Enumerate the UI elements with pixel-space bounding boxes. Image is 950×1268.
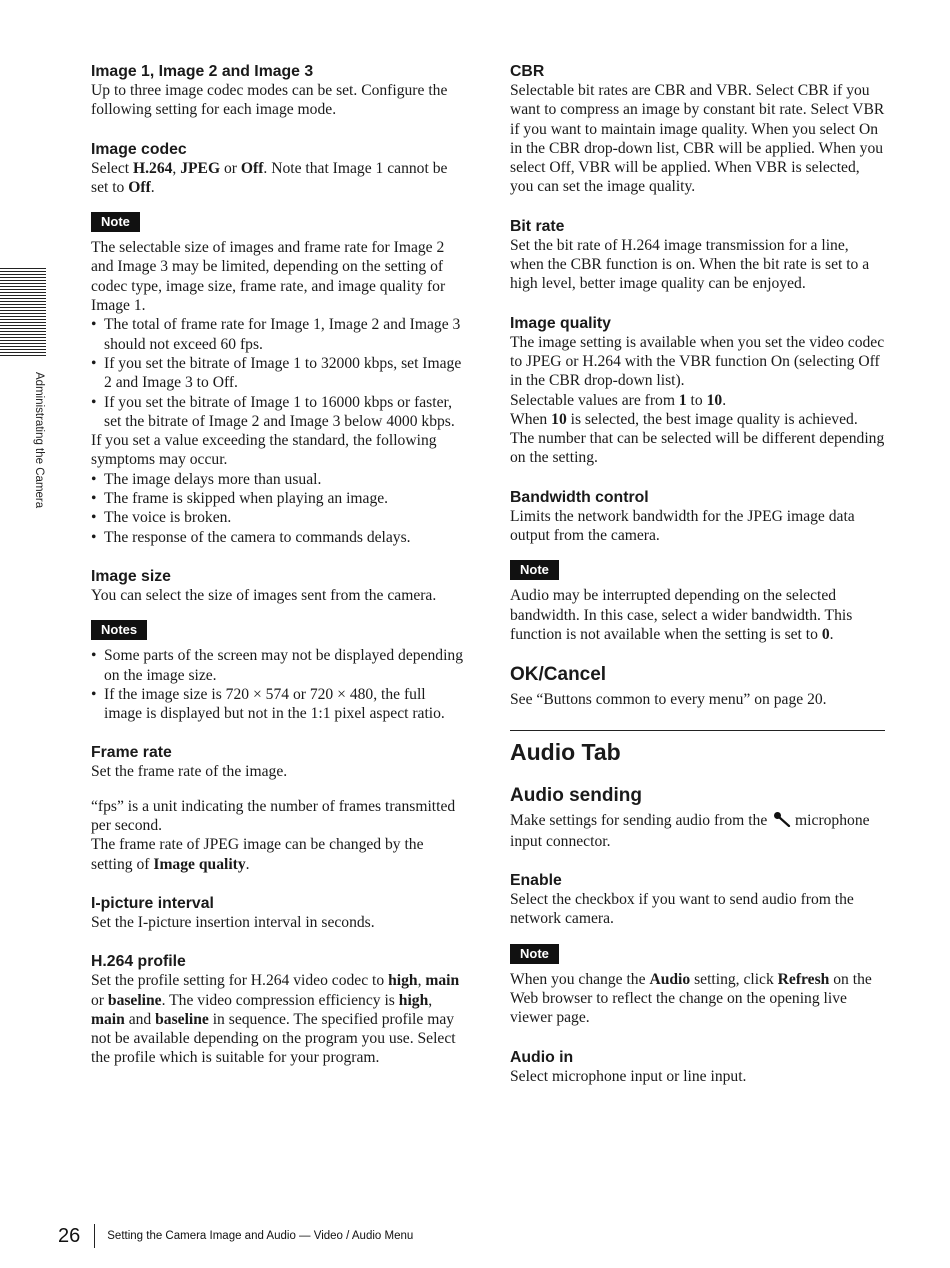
list-item: • Some parts of the screen may not be displayed depending on the image size. [91,646,466,685]
bandwidth-body: Limits the network bandwidth for the JPEG image data output from the camera. [510,507,855,545]
list-item: • If the image size is 720 × 574 or 720 × 480, the full image is displayed but not in the 1:1 pixel aspect ratio. [91,685,466,724]
profile-heading: H.264 profile [91,953,186,971]
codec-note-body: The selectable size of images and frame rate for Image 2 and Image 3 may be limited, depending on the setting of codec type, image size, frame rate, and image quality for Image 1. [91,239,446,315]
enable-note-badge: Note [510,944,559,964]
audio-in-heading: Audio in [510,1048,574,1066]
list-item: • The voice is broken. [91,508,466,527]
codec-note-list [91,315,466,431]
list-item: • The image delays more than usual. [91,470,466,489]
quality-best: When 10 is selected, the best image quality is achieved. The number that can be selected will be different depending on the setting. [510,410,885,467]
size-heading: Image size [91,567,171,585]
framerate-heading: Frame rate [91,744,172,762]
symptoms-list [91,470,466,547]
cbr-heading: CBR [510,63,545,80]
side-thumb-tab [0,268,46,360]
ipicture-heading: I-picture interval [91,894,214,912]
bandwidth-note-badge: Note [510,560,559,580]
framerate-body: Set the frame rate of the image. [91,763,288,781]
bandwidth-note-body: Audio may be interrupted depending on the selected bandwidth. In this case, select a wider bandwidth. This function is not available when the setting is set to 0. [510,587,853,643]
quality-body: The image setting is available when you set the video codec to JPEG or H.264 with the VBR function On (selecting Off in the CBR drop-down list). [510,333,885,390]
image123-heading: Image 1, Image 2 and Image 3 [91,63,314,80]
audio-in-body: Select microphone input or line input. [510,1067,747,1085]
footer-divider [94,1224,95,1248]
left-column [91,62,466,1068]
ipicture-body: Set the I-picture insertion interval in seconds. [91,913,375,931]
audio-sending-heading: Audio sending [510,784,642,806]
cbr-body: Selectable bit rates are CBR and VBR. Select CBR if you want to compress an image by constant bit rate. Select VBR if you want to maintain image quality. When you select On in the CBR drop-down list, CBR will be applied. When you select Off, VBR will be applied. When VBR is selected, you can set the image quality. [510,82,885,196]
list-item: • If you set the bitrate of Image 1 to 32000 kbps, set Image 2 and Image 3 to Off. [91,354,466,393]
codec-body: Select H.264, JPEG or Off. Note that Image 1 cannot be set to Off. [91,159,448,196]
framerate-jpeg: The frame rate of JPEG image can be changed by the setting of Image quality. [91,836,424,873]
enable-note-body: When you change the Audio setting, click Refresh on the Web browser to reflect the change on the opening live viewer page. [510,970,872,1027]
list-item: • The response of the camera to commands delays. [91,528,466,547]
codec-heading: Image codec [91,140,187,158]
bandwidth-heading: Bandwidth control [510,488,649,506]
enable-body: Select the checkbox if you want to send audio from the network camera. [510,891,854,928]
page-footer [58,1222,413,1250]
side-section-label: Administrating the Camera [33,372,45,509]
page-number: 26 [58,1224,81,1247]
bitrate-heading: Bit rate [510,217,565,235]
enable-heading: Enable [510,872,562,890]
quality-heading: Image quality [510,314,611,332]
footer-text: Setting the Camera Image and Audio — Video / Audio Menu [107,1230,414,1242]
audio-tab-heading: Audio Tab [510,738,621,765]
okcancel-heading: OK/Cancel [510,664,607,686]
list-item: • The total of frame rate for Image 1, Image 2 and Image 3 should not exceed 60 fps. [91,315,466,354]
microphone-icon [773,811,791,832]
fps-definition: “fps” is a unit indicating the number of frames transmitted per second. [91,797,456,835]
size-notes-list [91,646,466,723]
bitrate-body: Set the bit rate of H.264 image transmission for a line, when the CBR function is on. When the bit rate is set to a high level, better image quality can be enjoyed. [510,236,870,293]
section-divider [510,730,885,731]
codec-note-badge: Note [91,212,140,232]
right-column [510,62,885,1086]
audio-sending-body: Make settings for sending audio from the microphone input connector. [510,811,870,850]
list-item: • The frame is skipped when playing an image. [91,489,466,508]
size-notes-badge: Notes [91,620,147,640]
image123-body: Up to three image codec modes can be set. Configure the following setting for each image mode. [91,82,448,119]
size-body: You can select the size of images sent from the camera. [91,586,437,604]
okcancel-body: See “Buttons common to every menu” on page 20. [510,691,827,709]
quality-range: Selectable values are from 1 to 10. [510,391,727,409]
list-item: • If you set the bitrate of Image 1 to 16000 kbps or faster, set the bitrate of Image 2 and Image 3 below 4000 kbps. [91,393,466,432]
profile-body: Set the profile setting for H.264 video codec to high, main or baseline. The video compression efficiency is high, main and baseline in sequence. The specified profile may not be available depending on the program you use. Select the profile which is suitable for your program. [91,972,460,1067]
symptoms-intro: If you set a value exceeding the standard, the following symptoms may occur. [91,432,437,469]
